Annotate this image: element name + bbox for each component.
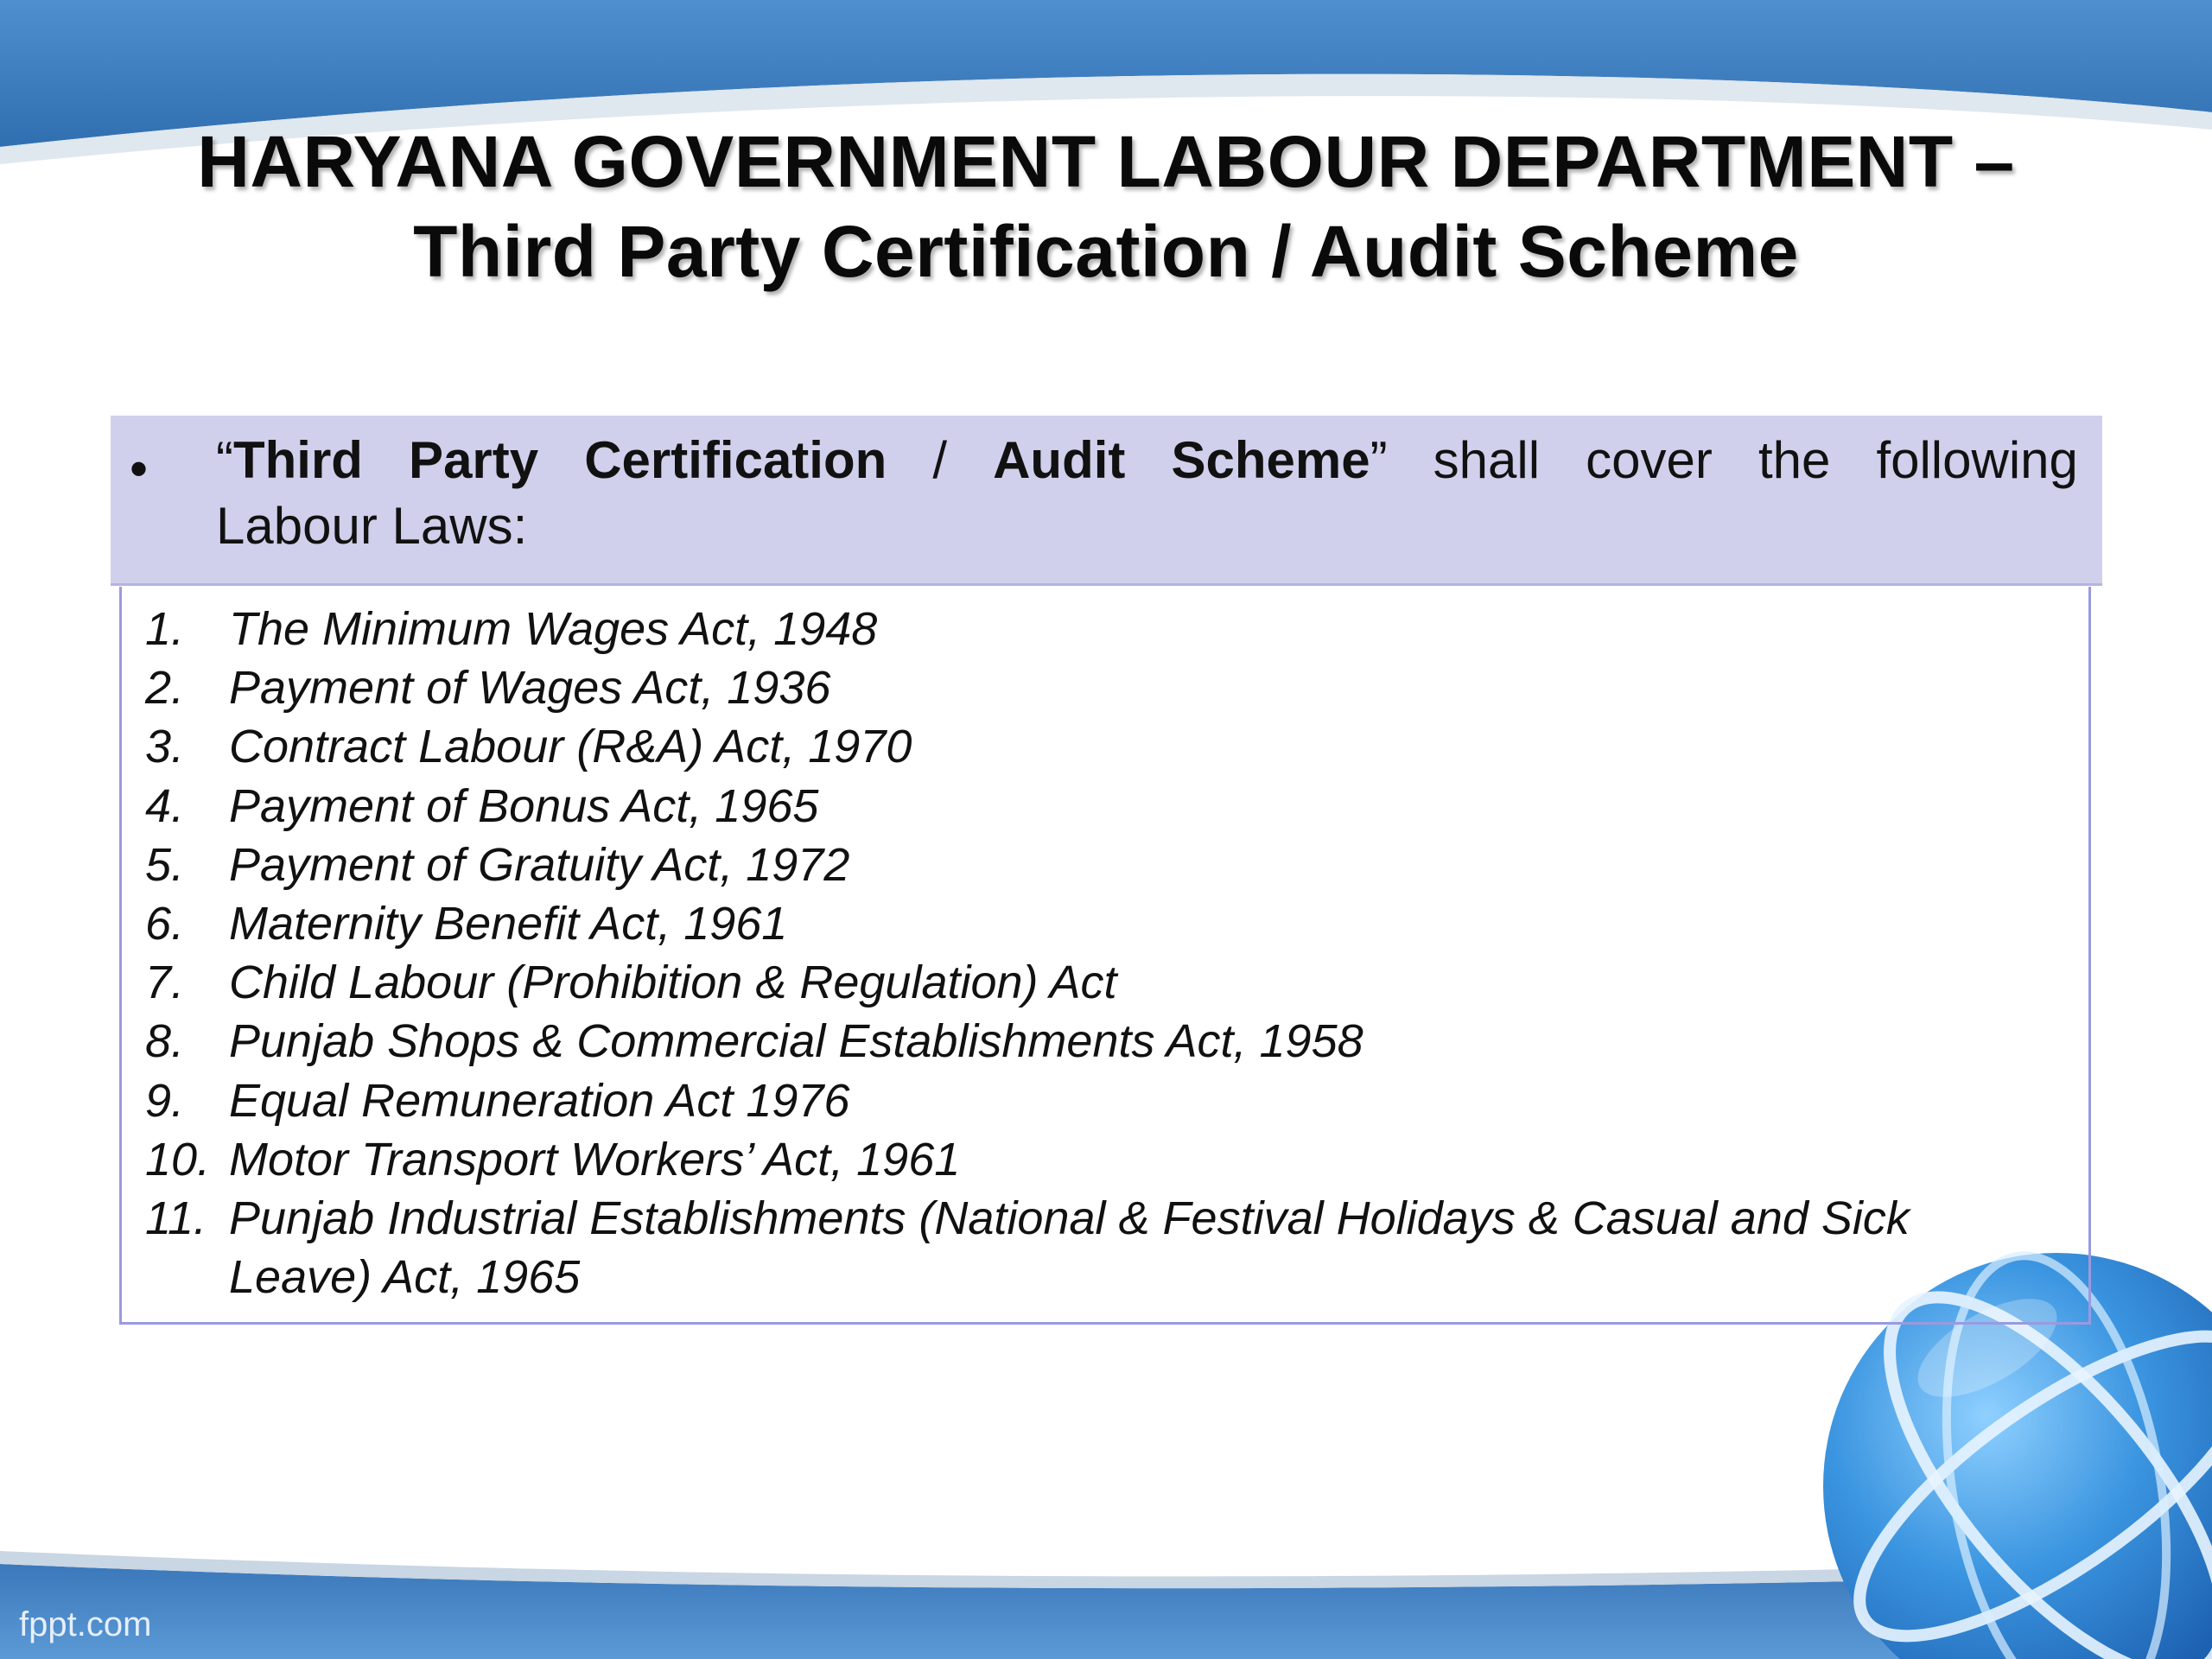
intro-word: shall xyxy=(1433,431,1541,489)
list-item xyxy=(145,1071,1910,1130)
list-item xyxy=(145,1130,1910,1189)
list-item-text: Child Labour (Prohibition & Regulation) Act xyxy=(229,957,1117,1009)
list-item-text: Payment of Gratuity Act, 1972 xyxy=(229,838,850,891)
intro-word: “Third xyxy=(216,431,363,489)
title-line-2: Third Party Certification / Audit Scheme xyxy=(413,211,1799,292)
list-item-text: Payment of Bonus Act, 1965 xyxy=(229,779,819,832)
list-item-text: Punjab Industrial Establishments (National & Festival Holidays & Casual and Sick xyxy=(229,1192,1910,1245)
list-item-text-continued: Leave) Act, 1965 xyxy=(229,1251,581,1304)
list-item-number: 8. xyxy=(145,1015,185,1068)
list-item xyxy=(145,836,1910,894)
list-item-number: 4. xyxy=(145,779,185,832)
intro-word: / xyxy=(932,431,948,489)
list-item-number: 1. xyxy=(145,603,185,655)
list-item-number: 3. xyxy=(145,721,185,773)
list-item-number: 11. xyxy=(145,1192,207,1245)
list-item xyxy=(145,600,1910,658)
list-item-number: 9. xyxy=(145,1074,185,1127)
intro-word: the xyxy=(1758,431,1831,489)
list-item-text: Maternity Benefit Act, 1961 xyxy=(229,898,788,950)
list-item-number: 5. xyxy=(145,838,185,891)
intro-word: Certification xyxy=(584,431,887,489)
list-item-text: Payment of Wages Act, 1936 xyxy=(229,662,831,715)
list-item xyxy=(145,953,1910,1012)
page-title xyxy=(0,117,2212,296)
title-line-1: HARYANA GOVERNMENT LABOUR DEPARTMENT – xyxy=(197,121,2015,202)
list-item-number: 6. xyxy=(145,898,185,950)
intro-word: following xyxy=(1876,431,2078,489)
list-item-text: The Minimum Wages Act, 1948 xyxy=(229,603,878,655)
list-item-text: Contract Labour (R&A) Act, 1970 xyxy=(229,721,912,773)
list-item-text: Punjab Shops & Commercial Establishments Act, 1958 xyxy=(229,1015,1363,1068)
list-item xyxy=(145,894,1910,953)
list-item xyxy=(145,777,1910,836)
list-item xyxy=(145,658,1910,717)
list-item-number: 7. xyxy=(145,957,185,1009)
intro-text xyxy=(216,428,2078,559)
list-item-number: 2. xyxy=(145,662,185,715)
intro-word: Party xyxy=(409,431,539,489)
laws-list xyxy=(145,600,1910,1306)
list-item xyxy=(145,717,1910,776)
intro-word: Scheme” xyxy=(1171,431,1388,489)
intro-line-1 xyxy=(216,428,2078,493)
list-item-number: 10. xyxy=(145,1133,211,1185)
intro-bullet: • xyxy=(130,440,149,498)
intro-line-2: Labour Laws: xyxy=(216,497,528,555)
list-item-text: Equal Remuneration Act 1976 xyxy=(229,1074,850,1127)
footer-watermark: fppt.com xyxy=(19,1605,152,1643)
intro-word: Audit xyxy=(993,431,1126,489)
list-item xyxy=(145,1189,1910,1306)
intro-word: cover xyxy=(1586,431,1713,489)
list-item-text: Motor Transport Workers’ Act, 1961 xyxy=(229,1133,961,1185)
list-item xyxy=(145,1012,1910,1071)
